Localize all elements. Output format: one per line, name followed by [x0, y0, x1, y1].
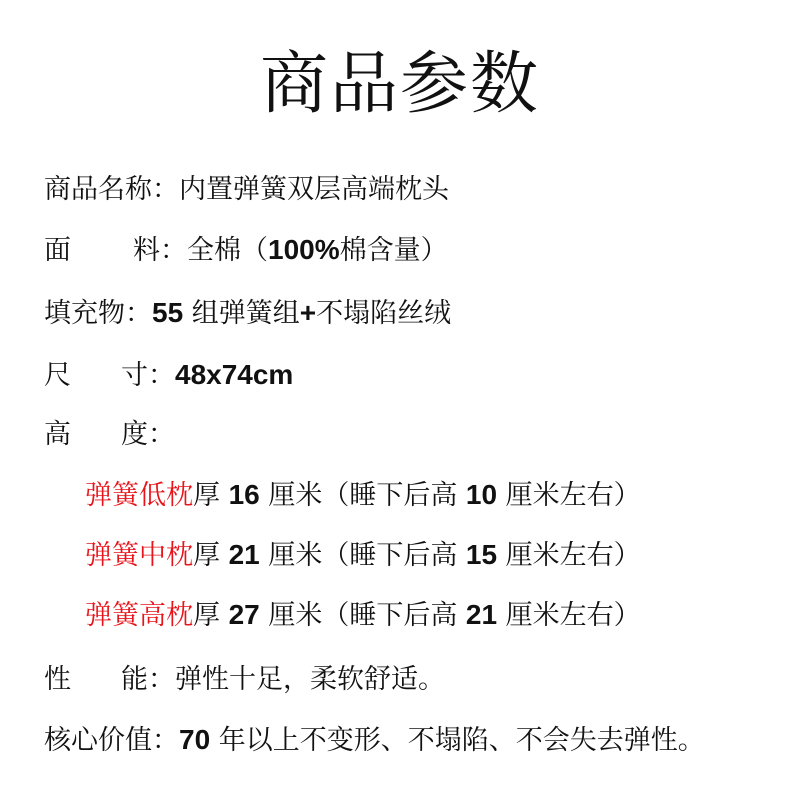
height-option-high [85, 597, 641, 634]
option-text: 厚 [193, 540, 229, 571]
option-sleep-height: 10 [465, 479, 498, 510]
option-text: 厘米（睡下后高 [259, 600, 466, 631]
option-text: 厘米左右） [497, 540, 641, 571]
option-thickness: 16 [228, 479, 260, 510]
param-filling [44, 295, 451, 332]
option-name: 弹簧中枕 [85, 540, 193, 571]
param-fabric [44, 232, 448, 269]
param-label: 高 [44, 419, 71, 450]
param-value: 内置弹簧双层高端枕头 [179, 174, 449, 205]
param-label: 填充物： [44, 298, 152, 329]
option-sleep-height: 21 [465, 599, 498, 630]
param-value: 弹性十足，柔软舒适。 [175, 664, 445, 695]
param-label: 寸： [121, 360, 175, 391]
param-value-plus: + [299, 297, 317, 328]
param-value: 全棉（ [187, 235, 268, 266]
param-performance [44, 662, 445, 698]
param-label: 性 [44, 664, 71, 695]
param-label: 面 [44, 235, 71, 266]
param-value: 年以上不变形、不塌陷、不会失去弹性。 [210, 725, 705, 756]
param-product-name [44, 172, 449, 208]
option-thickness: 27 [228, 599, 260, 630]
option-sleep-height: 15 [465, 539, 498, 570]
param-label: 核心价值： [44, 725, 179, 756]
param-core-value [44, 722, 705, 759]
height-option-mid [85, 537, 641, 574]
option-text: 厘米左右） [497, 600, 641, 631]
param-size [44, 357, 293, 394]
param-value-number: 100% [268, 234, 340, 265]
param-label: 度： [121, 419, 175, 450]
option-name: 弹簧低枕 [85, 480, 193, 511]
param-value-number: 55 [152, 297, 184, 328]
option-text: 厘米（睡下后高 [259, 540, 466, 571]
option-text: 厚 [193, 600, 229, 631]
param-height [44, 417, 175, 453]
option-thickness: 21 [228, 539, 260, 570]
param-value: 不塌陷丝绒 [316, 298, 452, 329]
option-name: 弹簧高枕 [85, 600, 193, 631]
option-text: 厚 [193, 480, 229, 511]
param-value: 48x74cm [175, 359, 294, 390]
param-label: 料： [133, 235, 187, 266]
param-value: 棉含量） [339, 235, 448, 266]
page-title: 商品参数 [259, 45, 540, 124]
param-label: 商品名称： [44, 174, 179, 205]
option-text: 厘米（睡下后高 [259, 480, 466, 511]
param-label: 能： [121, 664, 175, 695]
param-value: 组弹簧组 [183, 298, 300, 329]
option-text: 厘米左右） [497, 480, 641, 511]
param-label: 尺 [44, 360, 71, 391]
param-value-number: 70 [179, 724, 211, 755]
height-option-low [85, 477, 641, 514]
